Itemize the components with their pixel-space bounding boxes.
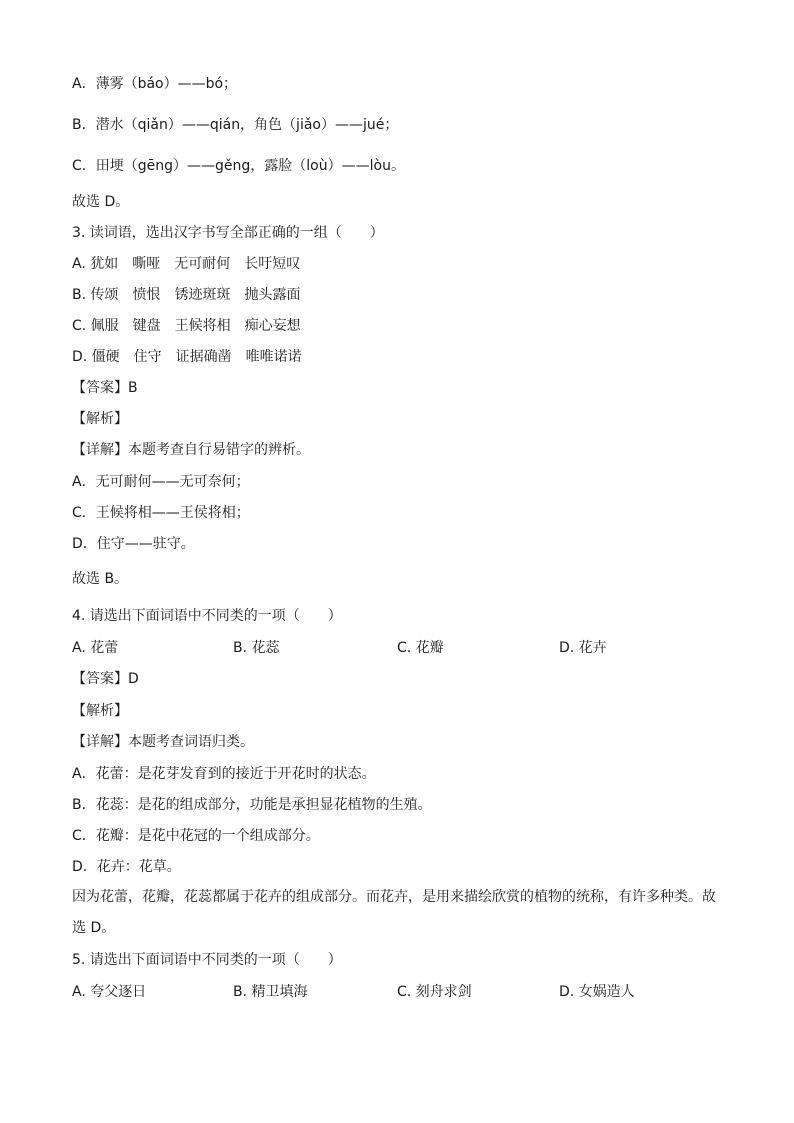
question-5-title: 5. 请选出下面词语中不同类的一项（ ） — [72, 952, 342, 968]
question-3-option-b: B. 传颂 愤恨 锈迹斑斑 抛头露面 — [72, 287, 301, 303]
explanation-paragraph: 因为花蕾，花瓣，花蕊都属于花卉的组成部分。而花卉，是用来描绘欣赏的植物的统称，有许多种类。故选 D。 — [72, 889, 716, 936]
analysis-label: 【解析】 — [72, 411, 128, 427]
question-4-title: 4. 请选出下面词语中不同类的一项（ ） — [72, 608, 342, 624]
option-line: A．薄雾（báo）——bó； — [72, 76, 238, 92]
option-line: B．潜水（qiǎn）——qián，角色（jiǎo）——jué； — [72, 117, 399, 133]
detail-line: B．花蕊：是花的组成部分，功能是承担显花植物的生殖。 — [72, 797, 432, 813]
detail-line: C．花瓣：是花中花冠的一个组成部分。 — [72, 828, 320, 844]
question-3-option-d: D. 僵硬 住守 证据确凿 唯唯诺诺 — [72, 349, 302, 365]
detail-line: C．王候将相——王侯将相； — [72, 505, 250, 521]
detail-line: D．花卉：花草。 — [72, 859, 181, 875]
question-4-option: A. 花蕾 — [72, 640, 119, 656]
question-5-option: A. 夸父逐日 — [72, 984, 147, 1000]
analysis-label: 【解析】 — [72, 703, 128, 719]
detail-line: 【详解】本题考查词语归类。 — [72, 734, 254, 750]
question-4-option: B. 花蕊 — [233, 640, 280, 656]
question-5-option: C. 刻舟求剑 — [397, 984, 472, 1000]
conclusion-line: 故选 B。 — [72, 571, 129, 587]
conclusion-line: 故选 D。 — [72, 194, 130, 210]
detail-line: D．住守——驻守。 — [72, 536, 195, 552]
question-3-option-a: A. 犹如 嘶哑 无可耐何 长吁短叹 — [72, 256, 301, 272]
option-line: C．田埂（gēng）——gěng，露脸（loù）——lòu。 — [72, 158, 405, 174]
answer-label: 【答案】D — [72, 671, 139, 687]
question-3-title: 3. 读词语，选出汉字书写全部正确的一组（ ） — [72, 225, 384, 241]
detail-line: A．花蕾：是花芽发育到的接近于开花时的状态。 — [72, 766, 376, 782]
question-4-option: C. 花瓣 — [397, 640, 444, 656]
question-4-option: D. 花卉 — [559, 640, 607, 656]
answer-label: 【答案】B — [72, 380, 138, 396]
question-5-option: D. 女娲造人 — [559, 984, 635, 1000]
detail-line: 【详解】本题考查自行易错字的辨析。 — [72, 442, 310, 458]
question-5-option: B. 精卫填海 — [233, 984, 308, 1000]
detail-line: A．无可耐何——无可奈何； — [72, 474, 250, 490]
question-3-option-c: C. 佩服 键盘 王候将相 痴心妄想 — [72, 318, 301, 334]
